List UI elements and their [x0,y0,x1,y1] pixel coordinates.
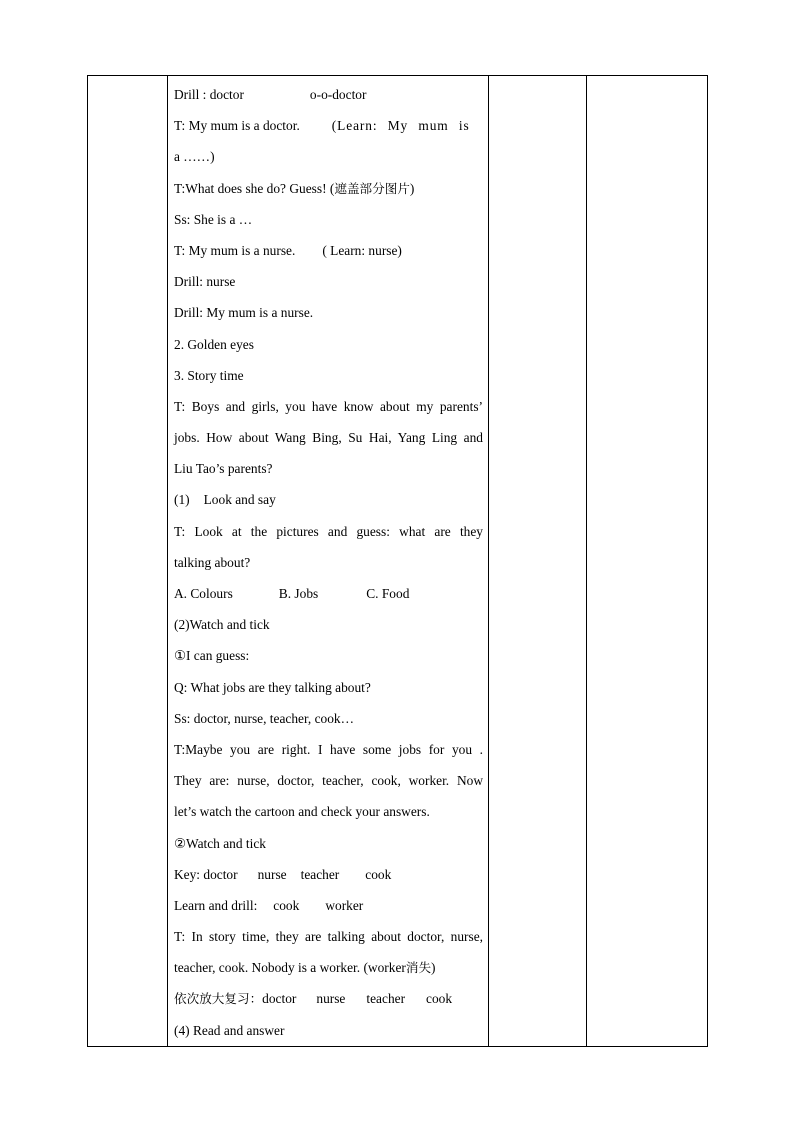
text-line: They are: nurse, doctor, teacher, cook, worker. Now [174,773,483,789]
text-line: 3. Story time [174,367,244,383]
text-line: Learn and drill: cook worker [174,897,364,913]
text-line: ②Watch and tick [174,835,266,851]
text-line: (2)Watch and tick [174,617,270,633]
text-line: jobs. How about Wang Bing, Su Hai, Yang Ling and [174,430,483,446]
text-line: Ss: She is a … [174,211,253,227]
text-line: a ……) [174,149,215,165]
text-line: T: My mum is a nurse. ( Learn: nurse) [174,242,402,258]
text-line: T: Look at the pictures and guess: what are they [174,523,483,539]
text-line: Ss: doctor, nurse, teacher, cook… [174,710,355,726]
table-row [88,76,708,1047]
text-line: teacher, cook. Nobody is a worker. (worker消失) [174,960,436,976]
text-line: T: Boys and girls, you have know about my parents’ [174,398,483,414]
teaching-process-cell [168,76,489,1047]
text-line: (1) Look and say [174,492,276,508]
text-line: Drill: nurse [174,274,236,290]
text-line: Drill: My mum is a nurse. [174,305,314,321]
text-line: (4) Read and answer [174,1022,285,1038]
text-line: A. Colours B. Jobs C. Food [174,586,410,601]
left-empty-cell [88,76,168,1047]
lesson-plan-table [87,75,708,1047]
right-empty-cell [587,76,708,1047]
text-line: 依次放大复习：doctor nurse teacher cook [174,991,453,1007]
text-line: Liu Tao’s parents? [174,461,273,477]
text-line: Key: doctor nurse teacher cook [174,866,392,882]
text-line: T:Maybe you are right. I have some jobs for you . [174,741,483,757]
text-line: let’s watch the cartoon and check your answers. [174,804,430,820]
text-line: ①I can guess: [174,648,250,664]
text-line: 2. Golden eyes [174,336,254,352]
text-line: T: In story time, they are talking about doctor, nurse, [174,929,483,945]
text-line: Q: What jobs are they talking about? [174,679,371,695]
text-line: talking about? [174,554,251,570]
third-empty-cell [489,76,587,1047]
text-line: T: My mum is a doctor. (Learn: My mum is [174,118,470,134]
teaching-process-content [168,76,488,1046]
text-line: T:What does she do? Guess! (遮盖部分图片) [174,180,415,196]
text-line: Drill : doctor o-o-doctor [174,87,367,102]
